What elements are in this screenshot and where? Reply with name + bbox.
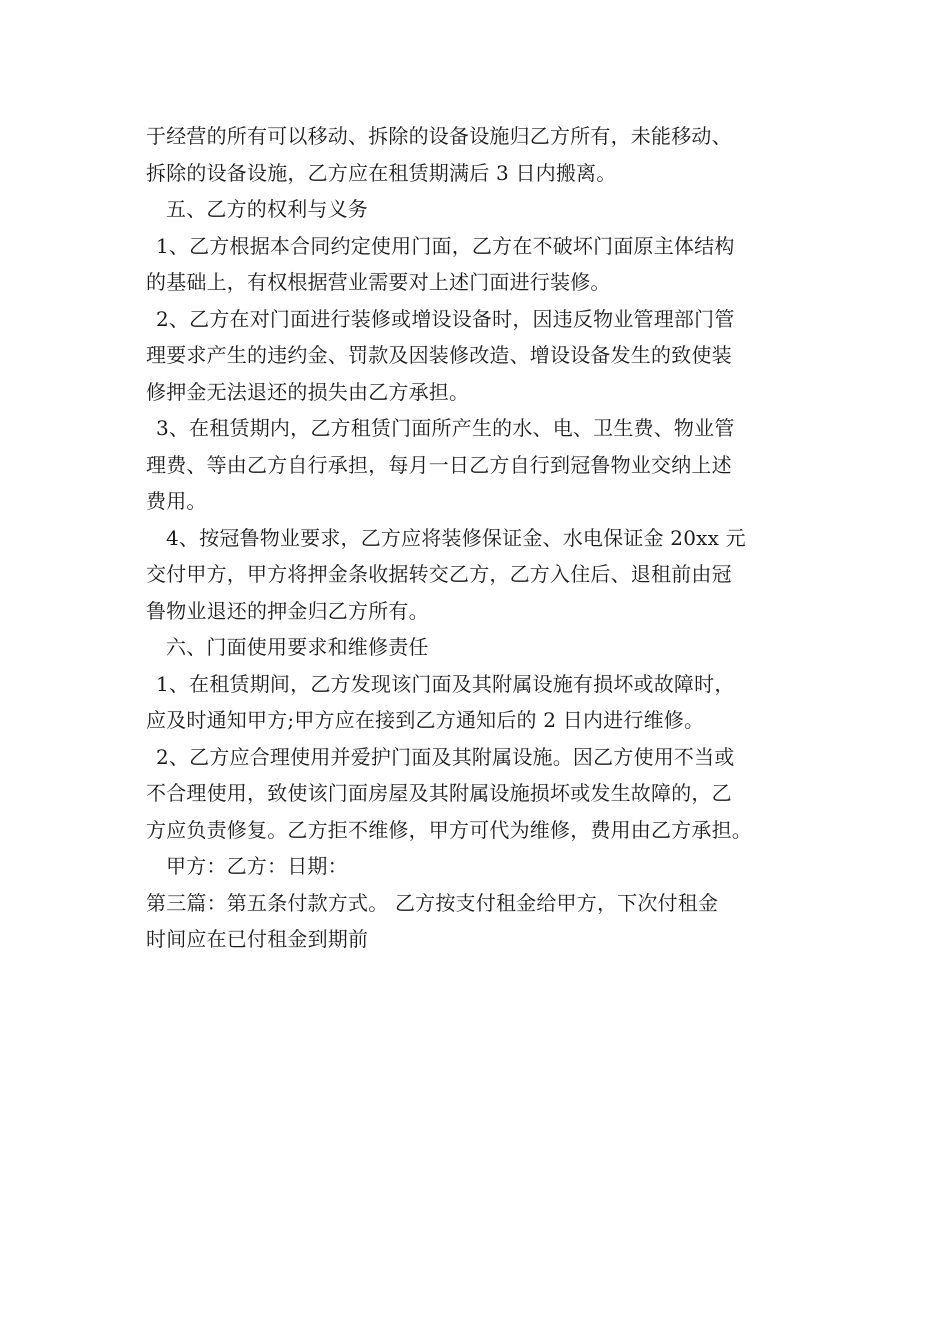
clause-line: 方应负责修复。乙方拒不维修，甲方可代为维修，费用由乙方承担。: [146, 817, 752, 842]
clause-line: 鲁物业退还的押金归乙方所有。: [146, 598, 429, 623]
paragraph-line: 于经营的所有可以移动、拆除的设备设施归乙方所有，未能移动、: [146, 124, 732, 148]
clause-line: 4、按冠鲁物业要求，乙方应将装修保证金、水电保证金 20xx 元: [166, 525, 746, 550]
signature-line: 甲方：乙方：日期：: [166, 854, 348, 878]
document-body: [146, 118, 818, 958]
clause-line: 2、乙方应合理使用并爱护门面及其附属设施。因乙方使用不当或: [156, 744, 735, 769]
section-heading: 五、乙方的权利与义务: [166, 197, 368, 221]
clause-line: 修押金无法退还的损失由乙方承担。: [146, 379, 470, 404]
clause-line: 费用。: [146, 489, 207, 513]
clause-line: 交付甲方，甲方将押金条收据转交乙方，乙方入住后、退租前由冠: [146, 562, 732, 586]
paragraph-line: 时间应在已付租金到期前: [146, 927, 369, 951]
clause-line: 不合理使用，致使该门面房屋及其附属设施损坏或发生故障的，乙: [146, 781, 732, 805]
clause-line: 的基础上，有权根据营业需要对上述门面进行装修。: [146, 270, 611, 294]
clause-line: 2、乙方在对门面进行装修或增设设备时，因违反物业管理部门管: [156, 306, 735, 331]
clause-line: 3、在租赁期内，乙方租赁门面所产生的水、电、卫生费、物业管: [156, 416, 735, 440]
clause-line: 1、在租赁期间，乙方发现该门面及其附属设施有损坏或故障时，: [156, 671, 735, 696]
paragraph-line: 拆除的设备设施，乙方应在租赁期满后 3 日内搬离。: [146, 160, 617, 185]
clause-line: 1、乙方根据本合同约定使用门面，乙方在不破坏门面原主体结构: [156, 233, 735, 258]
clause-line: 应及时通知甲方;甲方应在接到乙方通知后的 2 日内进行维修。: [146, 708, 705, 732]
section-heading: 六、门面使用要求和维修责任: [166, 635, 429, 659]
clause-line: 理费、等由乙方自行承担，每月一日乙方自行到冠鲁物业交纳上述: [146, 452, 732, 477]
paragraph-line: 第三篇：第五条付款方式。 乙方按支付租金给甲方，下次付租金: [146, 890, 719, 915]
clause-line: 理要求产生的违约金、罚款及因装修改造、增设设备发生的致使装: [146, 343, 732, 367]
